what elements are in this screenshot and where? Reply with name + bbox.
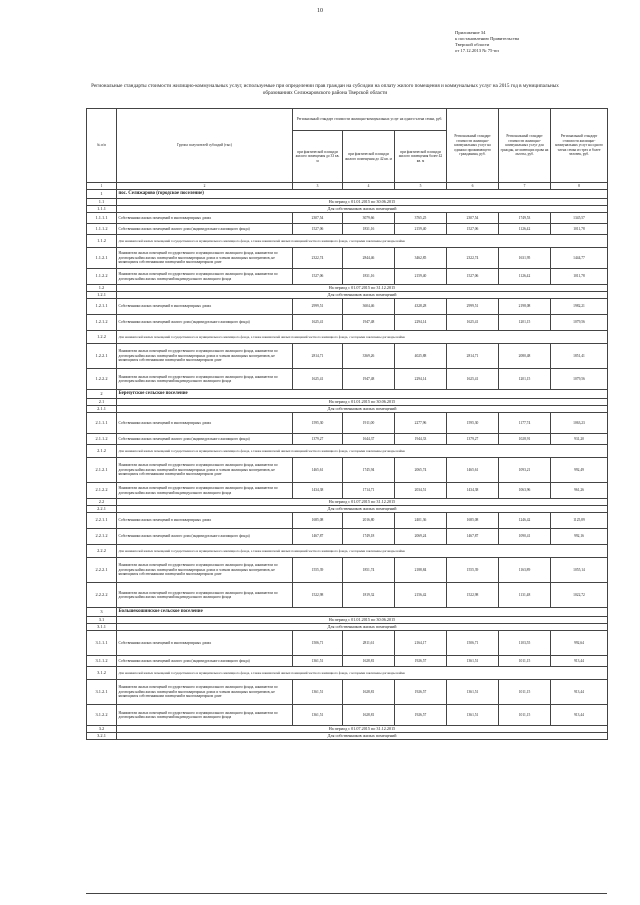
section-title: пос. Селижарово (городское поселение) (117, 190, 608, 199)
standard-value: 2016,80 (343, 513, 395, 529)
standard-value: 1628,81 (343, 705, 395, 726)
standard-value: 2307,54 (293, 213, 343, 224)
standard-value: 1361,51 (293, 705, 343, 726)
row-number: 2.2.1 (87, 506, 117, 513)
row-number: 2.1.1.2 (87, 434, 117, 445)
standard-value: 1011,15 (499, 656, 551, 667)
period-heading: На период с 01.07.2015 по 31.12.2015 (117, 285, 608, 292)
standard-value: 1465,61 (293, 458, 343, 483)
standard-value: 1379,27 (447, 434, 499, 445)
standard-value: 1625,41 (447, 369, 499, 390)
table-row (87, 331, 608, 344)
period-heading: Для собственников жилых помещений (117, 624, 608, 631)
standard-value: 2159,40 (395, 224, 447, 235)
period-heading: Для собственников жилых помещений (117, 406, 608, 413)
standard-value: 1201,15 (499, 315, 551, 331)
recipient-group: Наниматели жилых помещений государственного и муниципального жилищного фонда, наниматели по договорам найма жилых помещений в многоквартирных домах и членам жилищных кооперативов, не являющимся собственниками помещений в многоквартирном доме (117, 458, 293, 483)
standard-value: 1851,74 (343, 558, 395, 583)
group-heading: Для нанимателей жилых помещений государственного и муниципального жилищного фонда, а также нанимателей жилых помещений частного жилищного фонда, с которыми заключены договоры найма (117, 445, 608, 458)
standard-value: 1644,37 (343, 434, 395, 445)
standard-value: 2294,14 (395, 369, 447, 390)
row-number: 1.2.1 (87, 292, 117, 299)
column-number: 5 (395, 183, 447, 190)
table-row (87, 726, 608, 733)
period-heading: Для собственников жилых помещений (117, 506, 608, 513)
group-heading: Для нанимателей жилых помещений государственного и муниципального жилищного фонда, а также нанимателей жилых помещений частного жилищного фонда, с которыми заключены договоры найма (117, 545, 608, 558)
standard-value: 931,20 (551, 434, 608, 445)
table-row (87, 206, 608, 213)
standard-value: 1555,39 (447, 558, 499, 583)
standard-value: 1831,16 (343, 269, 395, 285)
standard-value: 2814,71 (447, 344, 499, 369)
period-heading: На период с 01.01.2015 по 30.06.2015 (117, 199, 608, 206)
standard-value: 1625,41 (293, 315, 343, 331)
standard-value: 1131,48 (499, 583, 551, 608)
group-heading: Для нанимателей жилых помещений государственного и муниципального жилищного фонда, а также нанимателей жилых помещений частного жилищного фонда, с которыми заключены договоры найма (117, 667, 608, 680)
recipient-group: Собственники жилых помещений жилого дома (индивидуального жилищного фонда) (117, 656, 293, 667)
standard-value: 1011,15 (499, 705, 551, 726)
standard-value: 1177,74 (499, 413, 551, 434)
row-number: 2.2.1.2 (87, 529, 117, 545)
standard-value: 2322,74 (447, 248, 499, 269)
standard-value: 1022,72 (551, 583, 608, 608)
standard-value: 1625,41 (293, 369, 343, 390)
row-number: 1.2.1.1 (87, 299, 117, 315)
recipient-group: Собственники жилых помещений в многоквартирных домах (117, 299, 293, 315)
standard-value: 2080,48 (499, 344, 551, 369)
recipient-group: Собственники жилых помещений в многоквартирных домах (117, 631, 293, 656)
table-row (87, 583, 608, 608)
row-number: 3.1.1.2 (87, 656, 117, 667)
table-row (87, 406, 608, 413)
table-row (87, 529, 608, 545)
standard-value: 2811,61 (343, 631, 395, 656)
standard-value: 1011,15 (499, 680, 551, 705)
standard-value: 1947,48 (343, 315, 395, 331)
recipient-group: Собственники жилых помещений в многоквартирных домах (117, 413, 293, 434)
row-number: 3.2.1 (87, 733, 117, 740)
appendix-line: Приложение 34 (455, 30, 486, 35)
standard-value: 961,26 (551, 483, 608, 499)
period-heading: На период с 01.07.2015 по 31.12.2015 (117, 726, 608, 733)
standard-value: 1028,91 (499, 434, 551, 445)
row-number: 3.1.2.2 (87, 705, 117, 726)
standard-value: 1055,14 (551, 558, 608, 583)
table-row (87, 292, 608, 299)
standard-value: 1926,57 (395, 680, 447, 705)
recipient-group: Собственники жилых помещений жилого дома (индивидуального жилищного фонда) (117, 224, 293, 235)
table-row (87, 224, 608, 235)
standard-value: 2159,40 (395, 269, 447, 285)
standard-value: 1467,87 (293, 529, 343, 545)
standard-value: 1625,41 (447, 315, 499, 331)
standard-value: 1628,81 (343, 656, 395, 667)
standard-value: 1926,57 (395, 656, 447, 667)
standard-value: 1527,06 (293, 269, 343, 285)
document-title: Региональные стандарты стоимости жилищно-коммунальных услуг, используемые при определении прав граждан на субсидии на оплату жилого помещения и коммунальных услуг на 2015 год в муниципальных образованиях Селижаровского района Тверской области (91, 83, 559, 96)
standard-value: 1851,41 (551, 344, 608, 369)
standard-value: 3369,26 (343, 344, 395, 369)
column-number: 6 (447, 183, 499, 190)
standard-value: 1527,06 (447, 269, 499, 285)
recipient-group: Собственники жилых помещений жилого дома (индивидуального жилищного фонда) (117, 529, 293, 545)
table-row (87, 344, 608, 369)
standard-value: 1379,27 (293, 434, 343, 445)
standard-value: 1749,18 (343, 529, 395, 545)
recipient-group: Собственники жилых помещений жилого дома (индивидуального жилищного фонда) (117, 434, 293, 445)
recipient-group: Наниматели жилых помещений государственного и муниципального жилищного фонда, наниматели по договорам найма жилых помещений индивидуального жилищного фонда (117, 583, 293, 608)
standard-value: 1506,71 (293, 631, 343, 656)
row-number: 1.1.2.2 (87, 269, 117, 285)
standard-value: 1434,38 (447, 483, 499, 499)
row-number: 1.2 (87, 285, 117, 292)
column-number: 3 (293, 183, 343, 190)
standard-value: 1595,30 (293, 413, 343, 434)
table-row (87, 624, 608, 631)
standard-value: 1079,56 (551, 369, 608, 390)
table-row (87, 631, 608, 656)
row-number: 1.1.2.1 (87, 248, 117, 269)
standard-value: 1345,57 (551, 213, 608, 224)
standard-value: 3765,25 (395, 213, 447, 224)
table-row (87, 483, 608, 499)
row-number: 2.2.2.2 (87, 583, 117, 608)
table-row (87, 513, 608, 529)
table-row (87, 499, 608, 506)
appendix-line: Тверской области (455, 42, 490, 47)
row-number: 1.2.2.2 (87, 369, 117, 390)
standard-value: 1982,21 (551, 299, 608, 315)
table-row (87, 213, 608, 224)
standard-value: 1911,00 (343, 413, 395, 434)
standard-value: 1555,39 (293, 558, 343, 583)
column-number: 1 (87, 183, 117, 190)
standard-value: 1361,51 (447, 680, 499, 705)
row-number: 2.2.1.1 (87, 513, 117, 529)
standard-value: 2844,46 (343, 248, 395, 269)
row-number: 3.1.2 (87, 667, 117, 680)
row-number: 2 (87, 390, 117, 399)
standard-value: 1201,15 (499, 369, 551, 390)
row-number: 3.1.2.1 (87, 680, 117, 705)
row-number: 1.1 (87, 199, 117, 206)
standard-value: 1361,51 (447, 705, 499, 726)
table-row (87, 445, 608, 458)
group-heading: Для нанимателей жилых помещений государственного и муниципального жилищного фонда, а также нанимателей жилых помещений частного жилищного фонда, с которыми заключены договоры найма (117, 235, 608, 248)
recipient-group: Наниматели жилых помещений государственного и муниципального жилищного фонда, наниматели по договорам найма жилых помещений в многоквартирных домах и членам жилищных кооперативов, не являющимся собственниками помещений в многоквартирном доме (117, 344, 293, 369)
row-number: 3.1.1.1 (87, 631, 117, 656)
table-row (87, 390, 608, 399)
standard-value: 1745,94 (343, 458, 395, 483)
standard-value: 1522,98 (293, 583, 343, 608)
standard-value: 4025,88 (395, 344, 447, 369)
table-row (87, 235, 608, 248)
standard-value: 1527,06 (293, 224, 343, 235)
standard-value: 1926,57 (395, 705, 447, 726)
standard-value: 1126,42 (499, 224, 551, 235)
table-row (87, 617, 608, 624)
table-row (87, 506, 608, 513)
header-area-42: при фактической площади жилого помещения до 42 кв. м (343, 131, 395, 183)
standard-value: 3604,46 (343, 299, 395, 315)
appendix-line: от 17.12.2013 № 75-пп (455, 48, 499, 53)
standard-value: 1011,78 (551, 269, 608, 285)
row-number: 3.2 (87, 726, 117, 733)
standard-value: 1831,16 (343, 224, 395, 235)
period-heading: Для собственников жилых помещений (117, 292, 608, 299)
table-row (87, 248, 608, 269)
row-number: 1.1.1.1 (87, 213, 117, 224)
standard-value: 1685,08 (293, 513, 343, 529)
standard-value: 2999,51 (293, 299, 343, 315)
standard-value: 1361,51 (293, 656, 343, 667)
row-number: 2.1.1.1 (87, 413, 117, 434)
table-row (87, 680, 608, 705)
standard-value: 1103,55 (499, 631, 551, 656)
standard-value: 1163,89 (499, 558, 551, 583)
recipient-group: Наниматели жилых помещений государственного и муниципального жилищного фонда, наниматели по договорам найма жилых помещений в многоквартирных домах и членам жилищных кооперативов, не являющимся собственниками помещений в многоквартирном доме (117, 558, 293, 583)
table-row (87, 608, 608, 617)
standard-value: 1595,30 (447, 413, 499, 434)
column-number: 7 (499, 183, 551, 190)
page-bottom-rule (86, 893, 607, 894)
standard-value: 1011,78 (551, 224, 608, 235)
standard-value: 4328,28 (395, 299, 447, 315)
period-heading: Для собственников жилых помещений (117, 206, 608, 213)
standard-value: 1527,06 (447, 224, 499, 235)
standard-value: 1063,23 (551, 413, 608, 434)
header-three-plus: Региональный стандарт стоимости жилищно-коммунальных услуг на одного члена семьи из трех и более человек, руб. (551, 109, 608, 183)
standard-value: 1090,41 (499, 529, 551, 545)
recipient-group: Наниматели жилых помещений государственного и муниципального жилищного фонда, наниматели по договорам найма жилых помещений индивидуального жилищного фонда (117, 269, 293, 285)
standard-value: 2294,14 (395, 315, 447, 331)
column-number: 4 (343, 183, 395, 190)
period-heading: На период с 01.01.2015 по 30.06.2015 (117, 617, 608, 624)
standards-table (86, 108, 608, 740)
standard-value: 1944,33 (395, 434, 447, 445)
standard-value: 992,64 (551, 631, 608, 656)
standard-value: 1361,51 (293, 680, 343, 705)
standard-value: 1819,32 (343, 583, 395, 608)
header-group: Группа получателей субсидий (тыс) (117, 109, 293, 183)
standard-value: 1522,98 (447, 583, 499, 608)
row-number: 3.1 (87, 617, 117, 624)
table-row (87, 705, 608, 726)
row-number: 1.2.2 (87, 331, 117, 344)
period-heading: Для собственников жилых помещений (117, 733, 608, 740)
standard-value: 2277,96 (395, 413, 447, 434)
table-row (87, 199, 608, 206)
table-row (87, 667, 608, 680)
table-row (87, 458, 608, 483)
standard-value: 1628,81 (343, 680, 395, 705)
standard-value: 1361,51 (447, 656, 499, 667)
standard-value: 913,44 (551, 680, 608, 705)
header-area-over-42: при фактической площади жилого помещения более 42 кв. м (395, 131, 447, 183)
standard-value: 1093,21 (499, 458, 551, 483)
standard-value: 2307,54 (447, 213, 499, 224)
row-number: 2.1.1 (87, 406, 117, 413)
standard-value: 2156,42 (395, 583, 447, 608)
table-row (87, 545, 608, 558)
appendix-line: к постановлению Правительства (455, 36, 519, 41)
row-number: 1.2.1.2 (87, 315, 117, 331)
table-row (87, 656, 608, 667)
standard-value: 3079,66 (343, 213, 395, 224)
standard-value: 1947,48 (343, 369, 395, 390)
standard-value: 3462,85 (395, 248, 447, 269)
row-number: 2.1 (87, 399, 117, 406)
row-number: 1.1.2 (87, 235, 117, 248)
group-heading: Для нанимателей жилых помещений государственного и муниципального жилищного фонда, а также нанимателей жилых помещений частного жилищного фонда, с которыми заключены договоры найма (117, 331, 608, 344)
standard-value: 2164,17 (395, 631, 447, 656)
standard-value: 1465,61 (447, 458, 499, 483)
row-number: 1 (87, 190, 117, 199)
column-number: 2 (117, 183, 293, 190)
standard-value: 1506,71 (447, 631, 499, 656)
column-number: 8 (551, 183, 608, 190)
standard-value: 913,44 (551, 705, 608, 726)
standard-value: 1126,42 (499, 269, 551, 285)
table-row (87, 369, 608, 390)
recipient-group: Наниматели жилых помещений государственного и муниципального жилищного фонда, наниматели по договорам найма жилых помещений индивидуального жилищного фонда (117, 483, 293, 499)
row-number: 1.2.2.1 (87, 344, 117, 369)
section-title: Березугское сельское поселение (117, 390, 608, 399)
appendix-block (455, 30, 625, 54)
standard-value: 2069,24 (395, 529, 447, 545)
table-row (87, 299, 608, 315)
recipient-group: Наниматели жилых помещений государственного и муниципального жилищного фонда, наниматели по договорам найма жилых помещений индивидуального жилищного фонда (117, 369, 293, 390)
row-number: 3 (87, 608, 117, 617)
table-row (87, 315, 608, 331)
row-number: 3.1.1 (87, 624, 117, 631)
row-number: 2.1.2 (87, 445, 117, 458)
standard-value: 992,49 (551, 458, 608, 483)
standard-value: 913,44 (551, 656, 608, 667)
standard-value: 2034,51 (395, 483, 447, 499)
column-numbers-row (87, 183, 608, 190)
table-row (87, 558, 608, 583)
header-standard-group: Региональный стандарт стоимости жилищно-коммунальных услуг на одного члена семьи, руб. (293, 109, 447, 131)
standard-value: 1079,56 (551, 315, 608, 331)
table-row (87, 269, 608, 285)
standard-value: 1467,87 (447, 529, 499, 545)
row-number: 2.1.2.2 (87, 483, 117, 499)
header-single-resident: Региональный стандарт стоимости жилищно-коммунальных услуг на одиноко проживающего гражданина, руб. (447, 109, 499, 183)
recipient-group: Наниматели жилых помещений государственного и муниципального жилищного фонда, наниматели по договорам найма жилых помещений в многоквартирных домах и членам жилищных кооперативов, не являющимся собственниками помещений в многоквартирном доме (117, 248, 293, 269)
standard-value: 1714,71 (343, 483, 395, 499)
recipient-group: Наниматели жилых помещений государственного и муниципального жилищного фонда, наниматели по договорам найма жилых помещений индивидуального жилищного фонда (117, 705, 293, 726)
recipient-group: Наниматели жилых помещений государственного и муниципального жилищного фонда, наниматели по договорам найма жилых помещений в многоквартирных домах и членам жилищных кооперативов, не являющимся собственниками помещений в многоквартирном доме (117, 680, 293, 705)
period-heading: На период с 01.07.2015 по 31.12.2015 (117, 499, 608, 506)
recipient-group: Собственники жилых помещений в многоквартирных домах (117, 513, 293, 529)
standard-value: 2814,71 (293, 344, 343, 369)
table-row (87, 190, 608, 199)
standard-value: 2999,51 (447, 299, 499, 315)
table-row (87, 399, 608, 406)
standard-value: 2198,08 (499, 299, 551, 315)
standard-value: 1631,95 (499, 248, 551, 269)
table-row (87, 434, 608, 445)
standard-value: 2322,74 (293, 248, 343, 269)
table-row (87, 733, 608, 740)
recipient-group: Собственники жилых помещений жилого дома (индивидуального жилищного фонда) (117, 315, 293, 331)
row-number: 2.1.2.1 (87, 458, 117, 483)
standard-value: 1444,77 (551, 248, 608, 269)
standard-value: 992,16 (551, 529, 608, 545)
table-row (87, 413, 608, 434)
standard-value: 2065,74 (395, 458, 447, 483)
header-num: № п/п (87, 109, 117, 183)
row-number: 1.1.1 (87, 206, 117, 213)
standard-value: 1125,89 (551, 513, 608, 529)
standard-value: 2188,84 (395, 558, 447, 583)
standard-value: 1749,53 (499, 213, 551, 224)
row-number: 1.1.1.2 (87, 224, 117, 235)
standard-value: 1685,08 (447, 513, 499, 529)
row-number: 2.2 (87, 499, 117, 506)
standard-value: 1246,42 (499, 513, 551, 529)
standard-value: 1063,96 (499, 483, 551, 499)
row-number: 2.2.2 (87, 545, 117, 558)
section-title: Большекошинское сельское поселение (117, 608, 608, 617)
table-row (87, 285, 608, 292)
header-no-benefits: Региональный стандарт стоимости жилищно-коммунальных услуг для граждан, не имеющих права на льготы, руб. (499, 109, 551, 183)
standard-value: 1434,38 (293, 483, 343, 499)
standard-value: 2401,36 (395, 513, 447, 529)
period-heading: На период с 01.01.2015 по 30.06.2015 (117, 399, 608, 406)
page-number: 10 (317, 8, 323, 14)
row-number: 2.2.2.1 (87, 558, 117, 583)
recipient-group: Собственники жилых помещений в многоквартирных домах (117, 213, 293, 224)
header-area-33: при фактической площади жилого помещения до 33 кв. м (293, 131, 343, 183)
